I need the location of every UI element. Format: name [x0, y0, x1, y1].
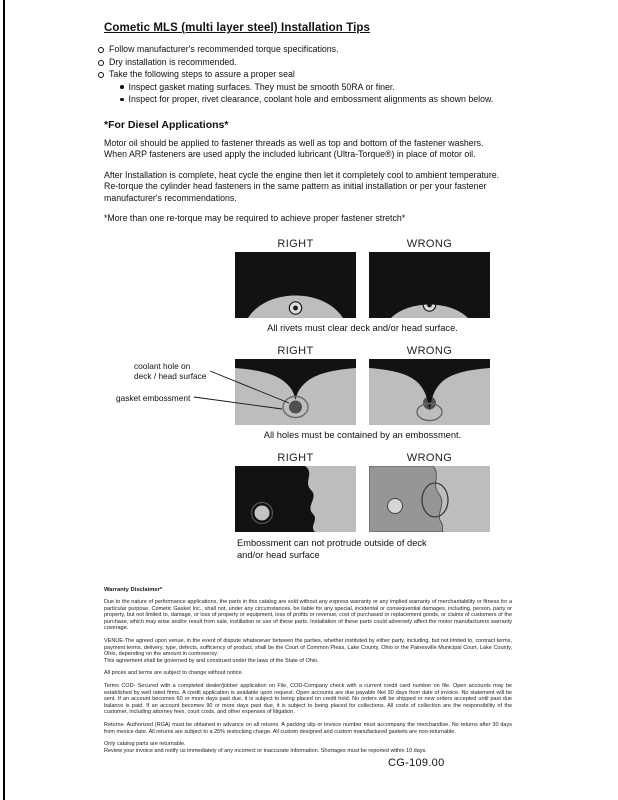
hollow-bullet-icon	[98, 72, 104, 78]
figure-embossment-protrusion	[104, 452, 508, 561]
hole-icon	[388, 498, 403, 513]
sub-tip-item	[120, 81, 508, 94]
figure-headers	[235, 345, 490, 357]
callout-text: coolant hole on	[134, 360, 191, 371]
figure-caption: All holes must be contained by an embossment.	[263, 429, 462, 440]
tip-text: Take the following steps to assure a proper seal	[109, 69, 295, 79]
sub-tip-item	[120, 93, 508, 106]
tip-item	[98, 56, 508, 69]
coolant-hole-icon	[289, 400, 302, 413]
wrong-label: WRONG	[406, 344, 453, 357]
figure-panels	[235, 359, 508, 425]
wrong-label: WRONG	[406, 237, 453, 250]
gasket-embossment-callout: gasket embossment	[116, 392, 191, 403]
figure-headers	[235, 452, 490, 464]
page-content	[104, 22, 512, 754]
figure-headers	[235, 238, 490, 250]
figure-rivet-clearance	[104, 238, 508, 333]
diesel-paragraph: Motor oil should be applied to fastener threads as well as top and bottom of the fastener washers. When ARP fasteners are used apply the included lubricant (Ultra-Torque®) in place of motor oil.	[104, 137, 484, 159]
warranty-disclaimer	[104, 587, 512, 755]
figure-panels	[235, 252, 508, 318]
tip-item	[98, 43, 508, 56]
tip-item	[98, 68, 508, 81]
diesel-paragraph: After Installation is complete, heat cycle the engine then let it completely cool to ambient temperature. Re-torque the cylinder head fasteners in the same pattern as initial installation or per your fastener manufacturer's recommendations.	[104, 169, 500, 203]
right-label: RIGHT	[277, 344, 314, 357]
disclaimer-paragraph: Only catalog parts are returnable.	[104, 741, 186, 748]
figure-hole-embossment	[104, 345, 508, 440]
disclaimer-paragraph: Due to the nature of performance applications, the parts in this catalog are sold without any express warranty or any implied warranty of merchantability or fitness for a particular purpose. Cometic Gasket Inc., shall not, under any circumstances, be liable for any special, incidental or consequential damages, including, person, party or property, but not limited to, damage, or loss of property or equipment, loss of profits or revenue, cost of purchased or replacement goods, or claims of customers of the purchase, which may arise and/or result from sale, instillation or use of these parts. Installation of these parts could adversely affect the motor manufacturers warranty coverage.	[104, 599, 512, 632]
disclaimer-paragraph: Review your invoice and notify us immediately of any incorrect or inaccurate information. Shortages must be reported within 10 days.	[104, 747, 427, 754]
sub-tip-text: Inspect for proper, rivet clearance, coolant hole and embossment alignments as shown below.	[128, 94, 494, 104]
tips-list	[98, 43, 508, 81]
filled-bullet-icon	[120, 85, 124, 89]
rivet-right-diagram	[235, 252, 356, 318]
hole-right-diagram	[235, 359, 356, 425]
hole-icon	[255, 505, 270, 520]
disclaimer-paragraph: Returns- Authorized (RGA) must be obtained in advance on all returns. A packing slip or invoice number must accompany the merchandise. No returns after 30 days from invoice date. All returns are subject to a 25% restocking charge. All custom designed and custom manufactured gaskets are non-returnable.	[104, 722, 512, 735]
wrong-label: WRONG	[406, 451, 453, 464]
hollow-bullet-icon	[98, 60, 104, 66]
caption-line: Embossment can not protrude outside of deck	[237, 537, 427, 548]
disclaimer-paragraph: This agreement shall be governed by and construed under the laws of the State of Ohio.	[104, 657, 319, 664]
figure-caption: All rivets must clear deck and/or head surface.	[267, 322, 458, 333]
tip-text: Follow manufacturer's recommended torque specifications.	[109, 44, 339, 54]
protrusion-wrong-diagram	[369, 466, 490, 532]
sub-tip-text: Inspect gasket mating surfaces. They must be smooth 50RA or finer.	[128, 81, 395, 92]
disclaimer-paragraph: All prices and terms are subject to change without notice.	[104, 670, 244, 677]
right-label: RIGHT	[277, 237, 314, 250]
disclaimer-heading: Warranty Disclaimer*	[104, 586, 163, 593]
document-number: CG-109.00	[388, 757, 445, 769]
figure-caption	[237, 537, 517, 561]
hollow-bullet-icon	[98, 47, 104, 53]
protrusion-right-diagram	[235, 466, 356, 532]
tip-text: Dry installation is recommended.	[109, 56, 237, 67]
right-label: RIGHT	[277, 451, 314, 464]
retorque-note: *More than one re-torque may be required to achieve proper fastener stretch*	[104, 213, 406, 223]
page-title: Cometic MLS (multi layer steel) Installation Tips	[104, 22, 371, 34]
rivet-wrong-diagram	[369, 252, 490, 318]
diesel-applications-heading: *For Diesel Applications*	[104, 118, 229, 131]
tips-sublist	[120, 81, 508, 106]
hole-wrong-diagram	[369, 359, 490, 425]
filled-bullet-icon	[120, 98, 124, 102]
disclaimer-paragraph: VENUE-The agreed upon venue, in the event of dispute whatsoever between the parties, whether instituted by either party, including, but not limited to, contract terms, payment terms, delivery, type, defects, sufficiency of product, shall be the Court of Common Pleas, Lake County, Ohio or the Painesville Municipal Court, Lake County, Ohio, depending on the amount in controversy.	[104, 638, 512, 658]
page-edge-line	[3, 0, 5, 800]
disclaimer-paragraph: Terms COD- Secured with a completed dealer/jobber application on File, COD-Company check with a current credit card number on file. Open accounts may be established by well rated firms. A credit application is available upon request. Open accounts are due payable Net 30 days from date of invoice. No statement will be sent. If an account becomes 60 or more days past due, it is subject to being placed on credit hold. No orders will be shipped or new orders accepted until past due balance is paid. If an account becomes 90 or more days past due, it is subject to being placed for collections. All costs of collection are the responsibility of the customer, including attorney fees, court costs, and other expenses of litigation.	[104, 683, 512, 716]
caption-line: and/or head surface	[237, 549, 320, 560]
figure-panels	[235, 466, 508, 532]
callout-text: deck / head surface	[134, 370, 207, 381]
coolant-hole-callout	[134, 361, 214, 381]
